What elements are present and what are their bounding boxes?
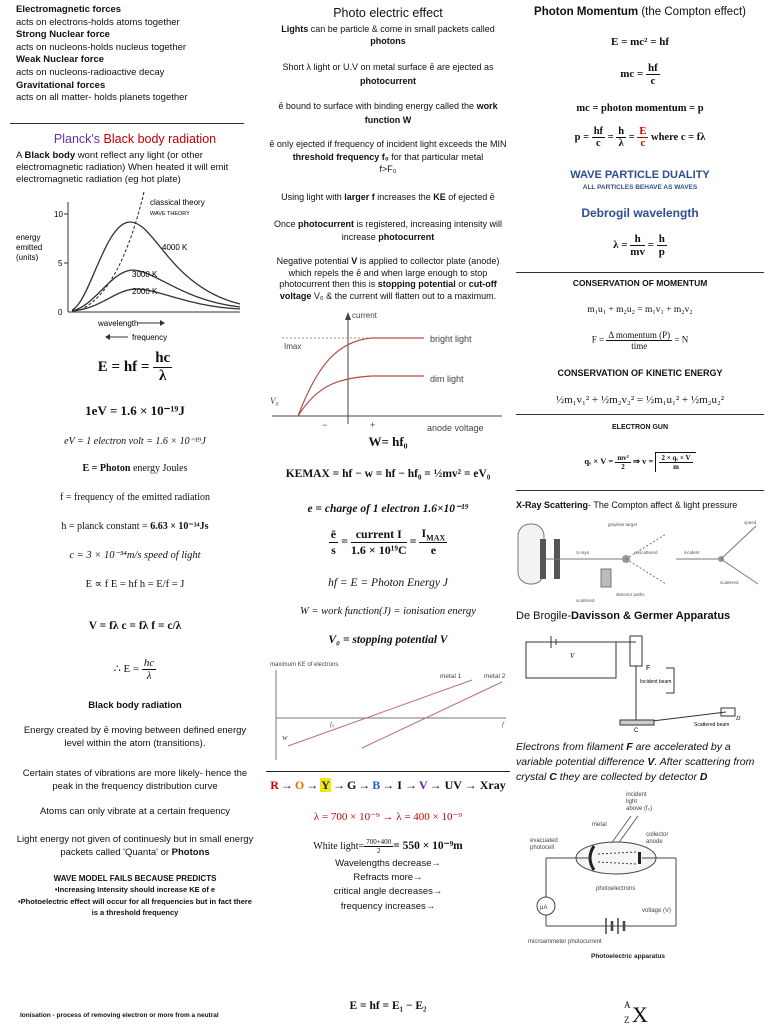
electrons-description — [516, 740, 764, 785]
metal-label: metal — [592, 822, 607, 828]
text: Once — [273, 219, 298, 229]
classical-label: classical theory — [150, 198, 205, 207]
anode-voltage-label: anode voltage — [427, 423, 484, 433]
bb-para-3: Atoms can only vibrate at a certain frequency — [39, 806, 231, 817]
wavelength-label: wavelength — [98, 319, 139, 328]
graph-ylabel-2: emitted — [16, 243, 43, 252]
text: threshold frequency f₀ — [292, 151, 389, 162]
spectrum-item: Y — [321, 778, 330, 792]
eq-photon-energy-j: hf = E = Photon Energy J — [328, 577, 448, 589]
spectrum-item: G — [346, 778, 357, 792]
text: can be particle & come in small packets called — [308, 24, 495, 34]
text: they are collected by detector — [556, 771, 700, 783]
xray-scattering-diagram — [516, 514, 764, 606]
current-label: current — [352, 311, 377, 320]
com-heading: CONSERVATION OF MOMENTUM — [572, 278, 708, 288]
arrow-head — [345, 312, 351, 320]
text: is registered, increasing intensity will increase — [341, 219, 503, 242]
trend-list — [262, 857, 514, 914]
eq-planck-constant — [10, 521, 260, 532]
voltage-label: voltage (V) — [642, 908, 672, 914]
photoelectric-apparatus — [526, 786, 696, 962]
davisson-label: Scattered beam — [694, 722, 730, 728]
spectrum-sequence — [262, 778, 514, 793]
spectrum-item: → — [280, 778, 293, 792]
pe-para-1 — [264, 23, 512, 47]
scatter-path — [626, 559, 666, 584]
divider — [516, 490, 764, 491]
spectrum-item: → I → — [382, 778, 417, 792]
text: Davisson & Germer Apparatus — [571, 610, 731, 622]
text: work function W — [364, 101, 498, 125]
atomic-number: Z — [624, 1015, 630, 1024]
spectrum-item: O — [294, 778, 305, 792]
eq-work-function: W= hf₀ — [368, 434, 408, 449]
text: photocurrent — [297, 219, 354, 229]
mass-number: A — [624, 1000, 631, 1010]
w-label: W — [282, 735, 288, 742]
scatter-path — [626, 534, 666, 559]
blackbody-graph — [10, 192, 260, 342]
trend-item: critical angle decreases→ — [333, 886, 443, 898]
photoelectric-title: Photo electric effect — [333, 6, 443, 20]
planck-paragraph — [16, 150, 260, 186]
planck-title-b: Black body radiation — [103, 132, 217, 146]
text: V — [647, 756, 655, 768]
eq-debrogil: λ = $\frac{h}{mv}$ = $\frac{h}{p}$ — [613, 233, 665, 258]
xray-label: graphite target — [608, 522, 638, 527]
eq-energy-levels: E = hf = E₁ − E₂ — [349, 1000, 427, 1012]
text: photocurrent — [360, 76, 416, 86]
xray-label: scattered — [576, 598, 595, 603]
evacuated-label: evacuated photocell — [530, 838, 558, 851]
pe-para-7 — [264, 256, 512, 302]
force-desc: acts on nucleons-radioactive decay — [16, 66, 165, 78]
eq-therefore: ∴ E = $\frac{hc}{\lambda}$ — [113, 657, 155, 682]
eq-force: F = $\frac{\text{Δ momentum (P)}}{\text{time}}$ = N — [591, 330, 689, 351]
text: C — [549, 771, 557, 783]
text: D — [699, 771, 708, 783]
plus-label: + — [370, 420, 376, 430]
xray-label: X-rays — [576, 550, 590, 555]
force-title: Electromagnetic forces — [16, 4, 122, 15]
bb-para-2: Certain states of vibrations are more likely- hence the peak in the frequency distribution curve — [22, 768, 248, 792]
incident-label: incident light above (f₀) — [626, 792, 653, 812]
text: Lights — [281, 24, 309, 34]
eq-ke-max: KEMAX = hf − w = hf − hf₀ = ½mv² = eV₀ — [285, 468, 491, 480]
eq-proportional: E ∝ f E = hf h = E/f = J — [85, 579, 185, 590]
text: for that particular metal — [388, 151, 484, 162]
eq-speed-of-light: c = 3 × 10⁻³⁴m/s speed of light — [69, 550, 201, 561]
circuit-loop — [526, 642, 616, 678]
text: F — [626, 741, 633, 753]
spectrum-item: → UV → Xray — [429, 778, 506, 792]
graph-ylabel-1: energy — [16, 233, 41, 242]
wave-theory-label: WAVE THEORY — [150, 211, 190, 217]
xray-heading — [516, 500, 764, 510]
xray-label: unscattered — [634, 550, 658, 555]
eq-ev: 1eV = 1.6 × 10⁻¹⁹J — [85, 403, 185, 418]
eq-lambda-range: λ = 700 × 10⁻⁹ → λ = 400 × 10⁻⁹ — [313, 811, 463, 823]
spectrum-item: B — [372, 778, 381, 792]
text: De Brogile- — [516, 610, 572, 622]
spectrum-item: → — [306, 778, 319, 792]
text: KE — [433, 192, 446, 202]
text: White light= — [313, 841, 365, 852]
text: larger f — [344, 192, 375, 202]
text: is applied to collector plate (anode) which repels the ē and when large enough to stop photocurrent then this is — [279, 256, 500, 290]
v0-label: V₀ — [270, 396, 279, 406]
eq-wave: V = fλ c = fλ f = c/λ — [88, 620, 182, 632]
ke-frequency-graph — [262, 656, 514, 764]
wpd-heading: WAVE PARTICLE DUALITY — [570, 169, 710, 181]
text: 6.63 × 10⁻³⁴Js — [150, 521, 209, 532]
eq-photon-momentum: mc = photon momentum = p — [576, 103, 704, 114]
element-symbol: X — [632, 1002, 648, 1024]
text: Photon Momentum — [534, 6, 639, 18]
eq-electron-charge: e = charge of 1 electron 1.6×10⁻¹⁹ — [307, 503, 469, 515]
ionisation-text: Ionisation - process of removing electron or more from a neutral — [20, 1012, 219, 1019]
apparatus-caption: Photoelectric apparatus — [591, 953, 666, 960]
pe-para-4 — [264, 138, 512, 176]
crystal — [620, 720, 654, 725]
text: stopping potential — [377, 279, 456, 290]
photoelectrons-label: photoelectrons — [596, 886, 636, 892]
text: X-Ray Scattering — [516, 500, 589, 510]
bb-para-4 — [14, 834, 256, 859]
eq-stopping-potential: V₀ = stopping potential V — [328, 634, 448, 646]
graph-ytick: 5 — [58, 259, 63, 268]
arrow-head — [105, 334, 110, 340]
text: photocurrent — [378, 231, 435, 242]
microammeter-symbol: μA — [540, 905, 548, 911]
force-title: Strong Nuclear force — [16, 29, 110, 41]
curve-label-2000k: 2000 K — [132, 287, 158, 296]
metal-1-label: metal 1 — [440, 673, 462, 680]
eq-e-hf-hc-lambda: E = hf = $\frac{hc}{\lambda}$ — [97, 350, 171, 384]
dim-light-curve — [298, 376, 424, 416]
divider — [10, 123, 244, 124]
curve-label-4000k: 4000 K — [162, 243, 188, 252]
davisson-label: V — [570, 652, 575, 660]
force-title: Weak Nuclear force — [16, 54, 105, 66]
spectrum-item: R — [270, 778, 279, 792]
text: photons — [370, 36, 406, 46]
bright-light-label: bright light — [430, 334, 472, 344]
spectrum-item: V — [418, 778, 428, 792]
text: V₀ & the current will flatten out to a maximum. — [311, 290, 497, 301]
trend-item: Wavelengths decrease→ — [335, 858, 441, 869]
text: energy Joules — [130, 463, 188, 474]
planck-heading — [10, 132, 260, 146]
xray-label: speed — [744, 520, 757, 525]
debrogil-heading: Debrogil wavelength — [581, 206, 699, 220]
momentum-title — [516, 6, 764, 18]
column-momentum — [516, 0, 764, 1024]
curve-label-3000k: 3000 K — [132, 270, 158, 279]
graph-ytick: 10 — [54, 210, 63, 219]
f0-label: f₀ — [330, 721, 335, 728]
xray-label: scattered — [720, 580, 739, 585]
fail-item-1: •Increasing Intensity should increase KE of e — [54, 885, 216, 894]
text: of ejected ē — [445, 192, 495, 202]
dim-light-label: dim light — [430, 374, 464, 384]
ke-ylabel: maximum KE of electrons — [270, 662, 339, 668]
imax-label: Imax — [284, 342, 302, 351]
text: Light energy not given of continuesly but in small energy packets called 'Quanta' or — [16, 834, 254, 858]
detector — [601, 569, 611, 587]
xray-label: detector paths — [616, 592, 645, 597]
text: Negative potential — [276, 256, 352, 266]
wpd-subheading: ALL PARTICLES BEHAVE AS WAVES — [582, 184, 698, 191]
text: ē bound to surface with binding energy called the — [278, 101, 477, 111]
eq-electron-volt: eV = 1 electron volt = 1.6 × 10⁻¹⁹J — [64, 436, 206, 447]
text: Short λ light or U.V on metal surface ē are ejected as — [282, 62, 494, 72]
bb-heading: Black body radiation — [88, 700, 182, 711]
arrow-head — [160, 320, 165, 326]
metal-1-line — [288, 680, 472, 746]
micro-label: microammeter photocurrent — [528, 939, 602, 945]
xray-label: incident — [684, 550, 700, 555]
metal-2-label: metal 2 — [484, 673, 506, 680]
text: = 550 × 10⁻⁹m — [393, 840, 463, 852]
davisson-heading — [516, 610, 764, 622]
forces-list — [16, 4, 256, 105]
recoil-path — [721, 526, 756, 559]
coke-heading: CONSERVATION OF KINETIC ENERGY — [557, 368, 723, 378]
pe-para-6 — [264, 218, 512, 243]
eq-mass-energy: E = mc² = hf — [611, 36, 669, 48]
electron-gun-heading: ELECTRON GUN — [612, 424, 668, 431]
eq-mc: mc = $\frac{hf}{c}$ — [620, 62, 658, 87]
eq-frequency-def: f = frequency of the emitted radiation — [59, 492, 211, 503]
spectrum-item: → — [332, 778, 345, 792]
text: h = planck constant = — [61, 521, 151, 532]
column-forces-planck — [10, 0, 260, 1024]
force-desc: acts on all matter- holds planets together — [16, 92, 188, 104]
pe-para-5 — [264, 192, 512, 202]
davisson-label: C — [634, 728, 639, 732]
text: - The Compton affect & light pressure — [588, 500, 738, 510]
fail-item-2: •Photoelectric effect will occur for all frequencies but in fact there is a threshold frequency — [18, 897, 252, 917]
text: Using light with — [281, 192, 345, 202]
davisson-label: F — [646, 665, 651, 672]
davisson-label: Incident beam — [640, 679, 672, 685]
f-label: f — [502, 721, 504, 728]
trend-item: frequency increases→ — [340, 900, 436, 912]
eq-electron-rate: $\frac{ē}{s}$ = $\frac{\text{current I}}{\text{1.6 × 10¹⁹C}}$ = $\frac{I_{MAX}}{e}$ — [330, 526, 446, 558]
text: cut-off voltage — [279, 279, 497, 301]
electron-gun — [630, 636, 642, 666]
davisson-label: D — [736, 716, 741, 722]
eq-work-function-def: W = work function(J) = ionisation energy — [300, 606, 476, 617]
bb-para-1: Energy created by ē moving between defined energy level within the atom (transitions). — [23, 725, 247, 749]
force-desc: acts on electrons-holds atoms together — [16, 16, 180, 28]
text: Electrons from filament — [516, 741, 627, 753]
metal-2-line — [362, 682, 502, 748]
text: ē only ejected if frequency of incident light exceeds the MIN — [269, 139, 507, 149]
davisson-germer-diagram — [516, 628, 764, 732]
graph-ytick: 0 — [58, 308, 63, 317]
planck-title-a: Planck's — [53, 132, 104, 146]
pe-para-2 — [264, 60, 512, 88]
text: (the Compton effect) — [638, 6, 746, 18]
text: are accelerated by a variable potential difference — [516, 741, 731, 768]
divider — [266, 771, 510, 772]
force-title: Gravitational forces — [16, 79, 106, 91]
eq-white-light: White light= $\frac{700+400}{2}$ = 550 × 10⁻⁹m — [313, 838, 463, 856]
text: f>F₀ — [379, 164, 397, 174]
column-photoelectric — [262, 0, 514, 1024]
eq-p: p = $\frac{hf}{c}$ = $\frac{h}{\lambda}$ = $\frac{E}{c}$ where c = fλ — [574, 126, 706, 149]
eq-electron-gun: qₑ × V = $\frac{\text{mv²}}{2}$ ⇒ v = $\frac{\text{2 × qₑ × V}}{m}$ — [516, 452, 764, 472]
eq-coke: ½m₁v₁² + ½m₂v₂² = ½m₁u₁² + ½m₂u₂² — [555, 394, 725, 406]
text: Black body — [24, 150, 76, 161]
spectrum-item: → — [358, 778, 371, 792]
text: . After scattering from crystal — [516, 756, 755, 783]
frequency-label: frequency — [132, 333, 168, 342]
current-voltage-graph — [262, 306, 514, 434]
divider — [516, 272, 764, 273]
eq-com: m₁u₁ + m₂u₂ = m₁v₁ + m₂v₂ — [587, 305, 693, 315]
anode — [638, 852, 641, 864]
curve-4000k — [72, 222, 240, 310]
minus-label: − — [322, 420, 328, 430]
divider — [516, 414, 764, 415]
text: or — [455, 279, 469, 290]
text: A — [16, 150, 25, 161]
pe-para-3 — [264, 99, 512, 127]
text: increases the — [374, 192, 434, 202]
eq-photon-energy — [10, 463, 260, 474]
force-desc: acts on nucleons-holds nucleus together — [16, 41, 187, 53]
text: Photons — [171, 846, 210, 858]
fail-heading: WAVE MODEL FAILS BECAUSE PREDICTS — [53, 874, 217, 883]
graph-ylabel-3: (units) — [16, 253, 39, 262]
trend-item: Refracts more→ — [353, 872, 423, 884]
text: V — [351, 256, 358, 266]
text: wont reflect any light (or other electromagnetic radiation) When heated it will emit electromagnetic radiation (eg hot plate) — [16, 150, 229, 185]
text: E = Photon — [82, 463, 131, 474]
collector-label: collector anode — [646, 832, 669, 845]
collimator — [540, 539, 546, 579]
